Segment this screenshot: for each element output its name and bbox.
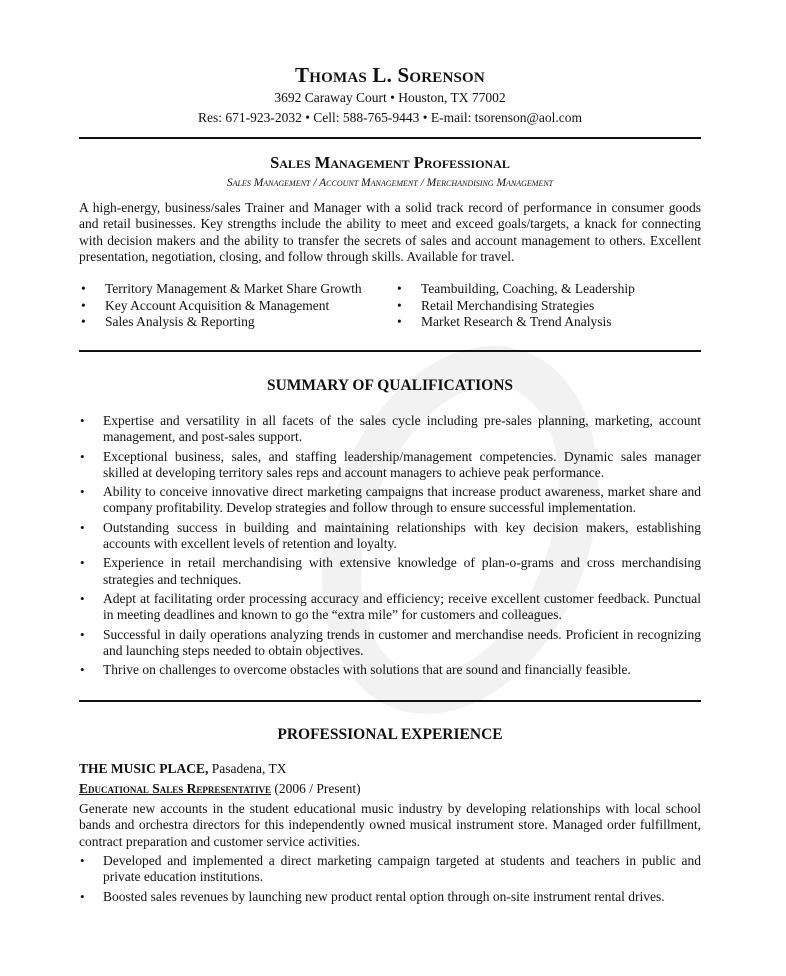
qualification-item: • Outstanding success in building and maintaining relationships with key decision makers, establishing accounts with excellent levels of retention and loyalty. <box>79 520 701 553</box>
qualification-item: • Ability to conceive innovative direct marketing campaigns that increase product awareness, market share and company profitability. Develop strategies and follow through to ensure successful implementation. <box>79 484 701 517</box>
achievement-item: • Boosted sales revenues by launching new product rental option through on-site instrument rental drives. <box>79 889 701 905</box>
skill-item: • Sales Analysis & Reporting <box>79 314 362 331</box>
company-name: THE MUSIC PLACE, <box>79 761 209 776</box>
address-line: 3692 Caraway Court • Houston, TX 77002 <box>274 90 506 105</box>
profile-title: Sales Management Professional <box>270 153 510 172</box>
skill-item: • Key Account Acquisition & Management <box>79 298 362 315</box>
skill-item: • Market Research & Trend Analysis <box>395 314 635 331</box>
experience-achievements <box>79 853 701 908</box>
candidate-name: Thomas L. Sorenson <box>295 63 485 87</box>
skill-item: • Territory Management & Market Share Growth <box>79 281 362 298</box>
divider-experience <box>79 700 701 702</box>
qualifications-heading: SUMMARY OF QUALIFICATIONS <box>266 377 514 394</box>
qualification-item: • Expertise and versatility in all facets of the sales cycle including pre-sales planning, marketing, account management, and post-sales support. <box>79 413 701 446</box>
role-dates: (2006 / Present) <box>274 781 361 796</box>
profile-summary: A high-energy, business/sales Trainer and Manager with a solid track record of performance in consumer goods and retail businesses. Key strengths include the ability to meet and exceed goals/targets, a knack for connecting with decision makers and the ability to transfer the secrets of sales and account management to others. Excellent presentation, negotiation, closing, and follow through skills. Available for travel. <box>79 200 701 264</box>
divider-top <box>79 137 701 139</box>
qualification-item: • Adept at facilitating order processing accuracy and efficiency; receive excellent customer feedback. Punctual in meeting deadlines and known to go the “extra mile” for customers and colleagues. <box>79 591 701 624</box>
profile-subtitle: Sales Management / Account Management / Merchandising Management <box>226 177 554 189</box>
role-line <box>79 781 361 797</box>
qualification-item: • Exceptional business, sales, and staffing leadership/management competencies. Dynamic sales manager skilled at developing territory sales reps and account managers to achieve peak performance. <box>79 449 701 482</box>
skills-list-right <box>395 281 635 331</box>
qualification-item: • Experience in retail merchandising with extensive knowledge of plan-o-grams and cross merchandising strategies and techniques. <box>79 555 701 588</box>
company-line <box>79 761 287 777</box>
divider-qualifications <box>79 350 701 352</box>
company-location: Pasadena, TX <box>211 761 287 776</box>
qualifications-list <box>79 413 701 681</box>
skills-list-left <box>79 281 362 331</box>
qualification-item: • Successful in daily operations analyzing trends in customer and merchandise needs. Proficient in recognizing and launching steps needed to obtain objectives. <box>79 627 701 660</box>
contact-line: Res: 671-923-2032 • Cell: 588-765-9443 • E-mail: tsorenson@aol.com <box>197 110 583 125</box>
experience-heading: PROFESSIONAL EXPERIENCE <box>277 726 503 743</box>
achievement-item: • Developed and implemented a direct marketing campaign targeted at students and teachers in public and private education institutions. <box>79 853 701 886</box>
skill-item: • Retail Merchandising Strategies <box>395 298 635 315</box>
skill-item: • Teambuilding, Coaching, & Leadership <box>395 281 635 298</box>
role-title: Educational Sales Representative <box>79 781 272 796</box>
qualification-item: • Thrive on challenges to overcome obstacles with solutions that are sound and financially feasible. <box>79 662 701 678</box>
experience-description: Generate new accounts in the student educational music industry by developing relationships with local school bands and orchestra directors for this independently owned musical instrument store. Managed order fulfillment, contract preparation and customer service activities. <box>79 801 701 849</box>
